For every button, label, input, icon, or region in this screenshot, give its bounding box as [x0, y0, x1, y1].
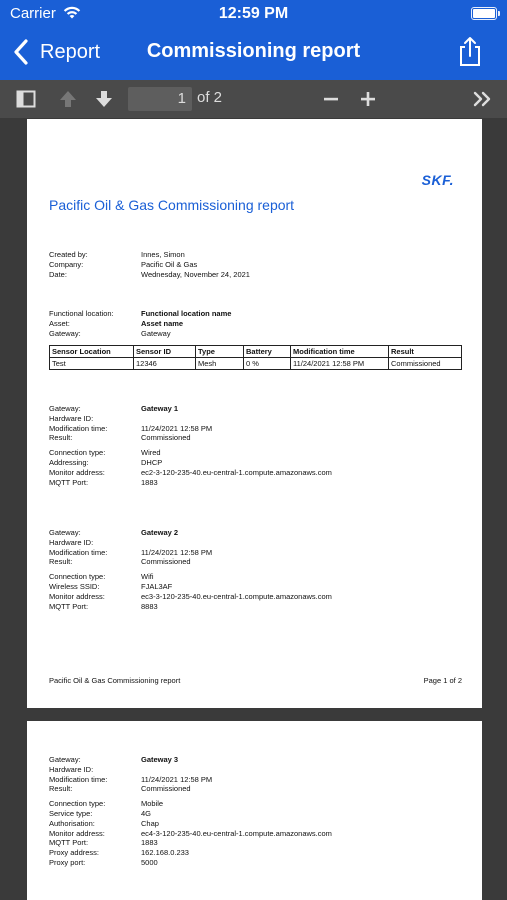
gateway-row: Authorisation: Chap	[49, 818, 159, 828]
pdf-page-1	[27, 119, 482, 708]
gateway-row: Connection type: Mobile	[49, 799, 164, 809]
meta-row: Created by: Innes, Simon	[49, 250, 185, 259]
page-footer-title: Pacific Oil & Gas Commissioning report	[49, 676, 181, 685]
pdf-page-2	[27, 721, 482, 900]
column-header: Sensor ID	[134, 346, 196, 358]
sensor-table	[49, 345, 462, 370]
next-page-button[interactable]	[92, 87, 116, 111]
gateway-row: Service type: 4G	[49, 808, 152, 818]
gateway-row: Hardware ID:	[49, 413, 94, 423]
table-cell: 12346	[134, 358, 196, 370]
gateway-2-details	[49, 528, 332, 611]
table-cell: Test	[50, 358, 134, 370]
sidebar-toggle-button[interactable]	[14, 87, 38, 111]
share-icon[interactable]	[457, 36, 483, 68]
gateway-row: Wireless SSID: FJAL3AF	[49, 581, 173, 591]
gateway-row: MQTT Port: 8883	[49, 601, 158, 611]
column-header: Battery	[244, 346, 291, 358]
gateway-row: Result: Commissioned	[49, 557, 191, 567]
table-cell: Commissioned	[389, 358, 462, 370]
gateway-row: Monitor address: ec4-3-120-235-40.eu-central-1.compute.amazonaws.com	[49, 828, 332, 838]
plus-icon	[360, 91, 376, 107]
double-chevron-right-icon	[472, 91, 494, 107]
battery-icon	[471, 7, 497, 20]
page-number-input[interactable]: 1	[128, 87, 192, 111]
gateway-row: Modification time: 11/24/2021 12:58 PM	[49, 423, 213, 433]
navigation-bar	[0, 30, 507, 76]
arrow-down-icon	[94, 89, 114, 109]
gateway-row: Modification time: 11/24/2021 12:58 PM	[49, 547, 213, 557]
gateway-row: Gateway: Gateway 1	[49, 404, 179, 413]
sidebar-icon	[16, 90, 36, 108]
status-bar	[0, 0, 507, 28]
table-cell: 11/24/2021 12:58 PM	[291, 358, 389, 370]
gateway-row: Result: Commissioned	[49, 433, 191, 443]
report-meta	[49, 250, 250, 279]
gateway-row: Connection type: Wired	[49, 448, 161, 458]
gateway-1-details	[49, 404, 332, 487]
table-cell: 0 %	[244, 358, 291, 370]
column-header: Modification time	[291, 346, 389, 358]
carrier-label: Carrier	[10, 5, 56, 22]
gateway-row: Hardware ID:	[49, 537, 94, 547]
gateway-row: Monitor address: ec3-3-120-235-40.eu-central-1.compute.amazonaws.com	[49, 591, 332, 601]
location-details	[49, 309, 231, 338]
table-row	[50, 358, 462, 370]
gateway-row: Gateway: Gateway 2	[49, 528, 179, 537]
location-row: Gateway: Gateway	[49, 328, 171, 338]
page-title: Commissioning report	[146, 40, 361, 62]
status-time: 12:59 PM	[218, 5, 289, 22]
pdf-toolbar	[0, 80, 507, 118]
gateway-row: MQTT Port: 1883	[49, 477, 158, 487]
zoom-in-button[interactable]	[357, 87, 379, 111]
gateway-3-details	[49, 755, 332, 868]
arrow-up-icon	[58, 89, 78, 109]
meta-row: Date: Wednesday, November 24, 2021	[49, 269, 250, 279]
gateway-row: Gateway: Gateway 3	[49, 755, 179, 764]
gateway-row: Addressing: DHCP	[49, 457, 163, 467]
gateway-row: Proxy address: 162.168.0.233	[49, 848, 189, 858]
back-button-label: Report	[40, 40, 101, 63]
gateway-row: Monitor address: ec2-3-120-235-40.eu-central-1.compute.amazonaws.com	[49, 467, 332, 477]
column-header: Result	[389, 346, 462, 358]
table-header-row	[50, 346, 462, 358]
page-count-label: of 2	[197, 89, 223, 106]
location-row: Asset: Asset name	[49, 318, 184, 328]
top-bar	[0, 0, 507, 80]
gateway-row: MQTT Port: 1883	[49, 838, 158, 848]
page-footer-number: Page 1 of 2	[423, 676, 462, 685]
zoom-out-button[interactable]	[320, 87, 342, 111]
gateway-row: Proxy port: 5000	[49, 857, 158, 867]
previous-page-button[interactable]	[56, 87, 80, 111]
column-header: Type	[196, 346, 244, 358]
minus-icon	[323, 91, 339, 107]
meta-row: Company: Pacific Oil & Gas	[49, 259, 198, 269]
more-tools-button[interactable]	[470, 87, 496, 111]
gateway-row: Result: Commissioned	[49, 784, 191, 794]
skf-logo: SKF.	[421, 172, 454, 188]
gateway-row: Hardware ID:	[49, 764, 94, 774]
table-cell: Mesh	[196, 358, 244, 370]
column-header: Sensor Location	[50, 346, 134, 358]
location-row: Functional location: Functional location name	[49, 309, 232, 318]
gateway-row: Modification time: 11/24/2021 12:58 PM	[49, 774, 213, 784]
gateway-row: Connection type: Wifi	[49, 572, 154, 582]
report-title: Pacific Oil & Gas Commissioning report	[49, 197, 295, 213]
